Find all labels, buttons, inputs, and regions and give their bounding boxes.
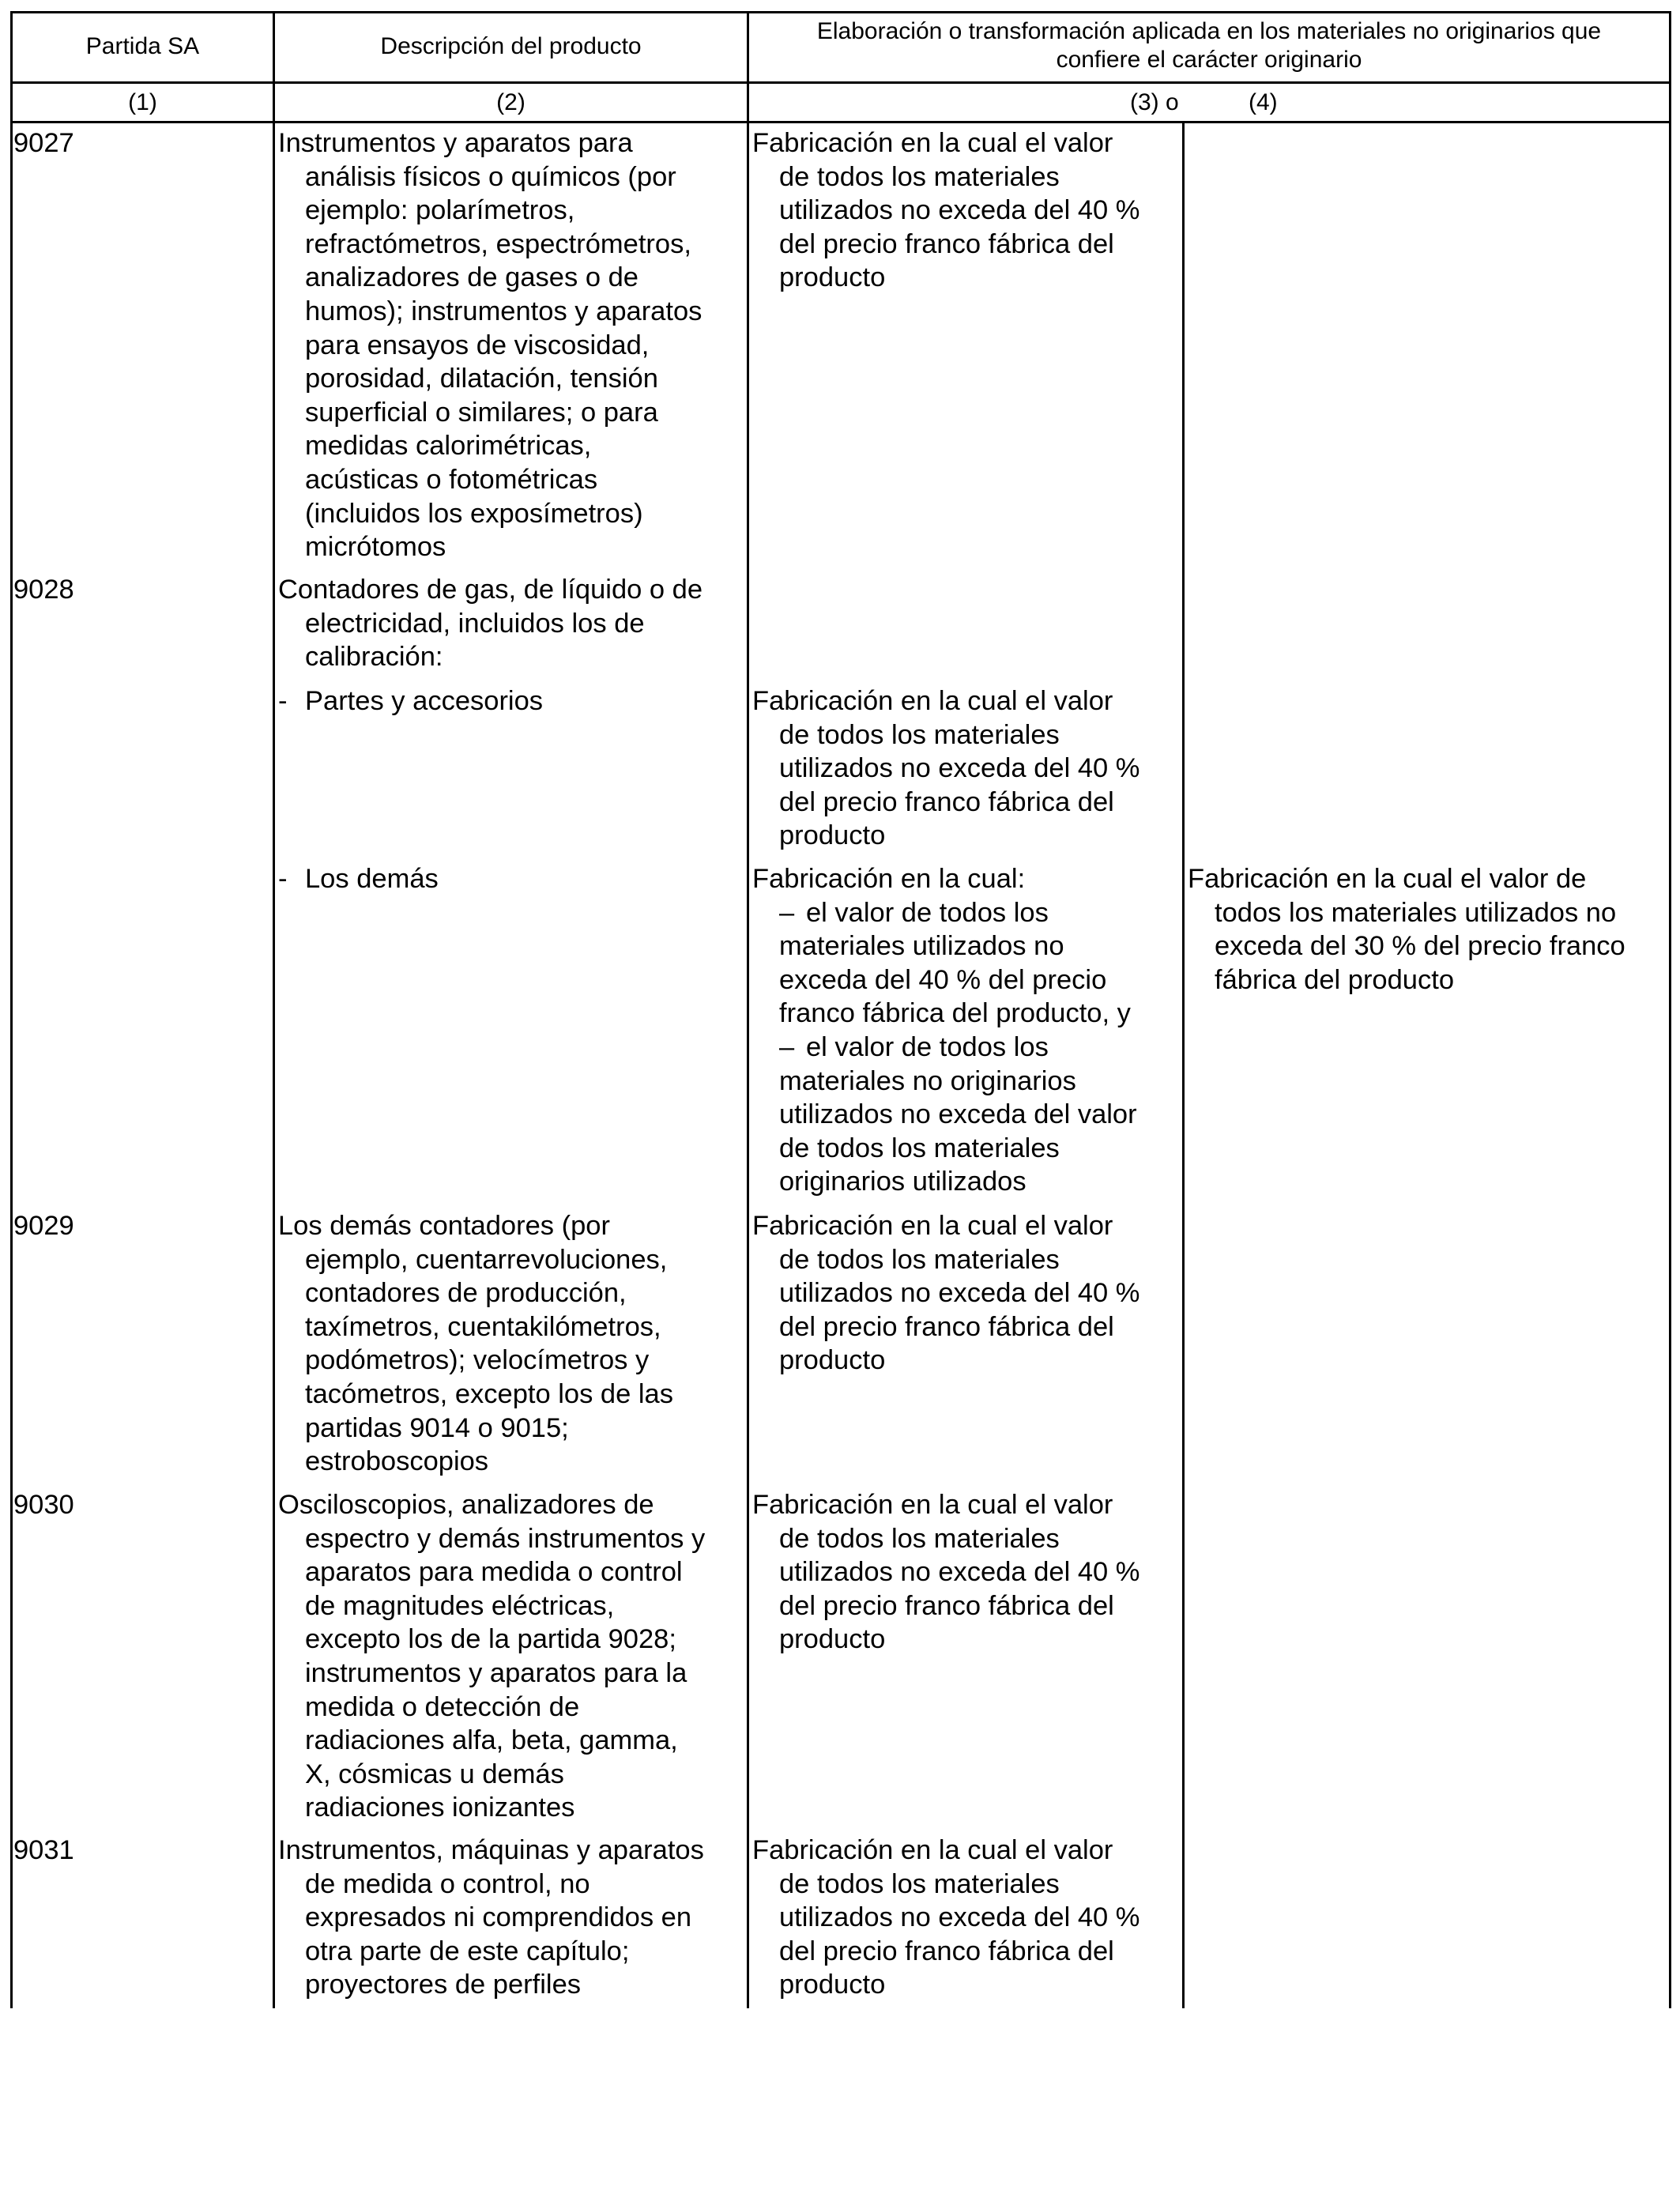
column-border-right [1669, 11, 1671, 2008]
row-9031-code: 9031 [13, 1835, 74, 1865]
row-9030-description: Osciloscopios, analizadores de espectro y demás instrumentos y aparatos para medida o control de magnitudes eléctricas, excepto los de la partida 9028; instrumentos y aparatos para la medida o detección de radiaciones alfa, beta, gamma, X, cósmicas u demás radiaciones ionizantes [278, 1490, 706, 1823]
row-9028-sub-partes-description: - Partes y accesorios [278, 686, 544, 716]
row-9028-sub-demas-rule-col4: Fabricación en la cual el valor de todos los materiales utilizados no exceda del 30 % del precio franco fábrica del producto [1188, 864, 1625, 995]
numbering-bottom-border [10, 121, 1671, 123]
row-9029-description: Los demás contadores (por ejemplo, cuentarrevoluciones, contadores de producción, taxímetros, cuentakilómetros, podómetros); velocímetros y tacómetros, excepto los de las partidas 9014 o 9015; estroboscopios [278, 1211, 673, 1477]
row-9027-description: Instrumentos y aparatos para análisis físicos o químicos (por ejemplo: polarímetros, refractómetros, espectrómetros, analizadores de gases o de humos); instrumentos y aparatos para ensayos de viscosidad, porosidad, dilatación, tensión superficial o similares; o para medidas calorimétricas, acústicas o fotométricas (incluidos los exposímetros) micrótomos [278, 128, 703, 563]
col-number-2: (2) [496, 89, 525, 115]
rule-item-dash: – [779, 897, 795, 928]
header-partida-sa: Partida SA [85, 33, 200, 59]
column-border-2-3 [747, 11, 749, 2008]
column-border-1-2 [273, 11, 275, 2008]
row-9028-sub-demas-description: - Los demás [278, 864, 439, 894]
header-elaboracion-line2: confiere el carácter originario [1056, 47, 1362, 73]
row-9028-description: Contadores de gas, de líquido o de electricidad, incluidos los de calibración: [278, 575, 703, 673]
row-9029-rule-col3: Fabricación en la cual el valor de todos los materiales utilizados no exceda del 40 % del precio franco fábrica del producto [752, 1211, 1140, 1376]
row-9029-code: 9029 [13, 1211, 74, 1241]
row-9031-rule-col3: Fabricación en la cual el valor de todos los materiales utilizados no exceda del 40 % del precio franco fábrica del producto [752, 1835, 1140, 2000]
row-9028-sub-demas-rule-col3: Fabricación en la cual: – el valor de todos los materiales utilizados no exceda del 40 % del precio franco fábrica del producto, y – el valor de todos los materiales no originarios utilizados no exceda del valor de todos los materiales originarios utilizados [752, 864, 1137, 1197]
row-9027-code: 9027 [13, 128, 74, 158]
row-9027-rule-col3: Fabricación en la cual el valor de todos los materiales utilizados no exceda del 40 % del precio franco fábrica del producto [752, 128, 1140, 293]
col-number-4: (4) [1249, 89, 1278, 115]
row-9028-sub-partes-rule-col3: Fabricación en la cual el valor de todos los materiales utilizados no exceda del 40 % del precio franco fábrica del producto [752, 686, 1140, 851]
row-9031-description: Instrumentos, máquinas y aparatos de medida o control, no expresados ni comprendidos en otra parte de este capítulo; proyectores de perfiles [278, 1835, 704, 2000]
row-9028-code: 9028 [13, 575, 74, 605]
row-9030-rule-col3: Fabricación en la cual el valor de todos los materiales utilizados no exceda del 40 % del precio franco fábrica del producto [752, 1490, 1140, 1655]
column-border-left [10, 11, 13, 2008]
col-number-3: (3) o [1130, 89, 1179, 115]
col-number-1: (1) [128, 89, 157, 115]
table-top-border [10, 11, 1671, 13]
header-bottom-border [10, 81, 1671, 84]
header-descripcion: Descripción del producto [380, 33, 642, 59]
column-border-3-4 [1182, 121, 1185, 2008]
rule-item-dash: – [779, 1031, 795, 1062]
header-elaboracion-line1: Elaboración o transformación aplicada en los materiales no originarios que [816, 18, 1602, 44]
row-9030-code: 9030 [13, 1490, 74, 1520]
